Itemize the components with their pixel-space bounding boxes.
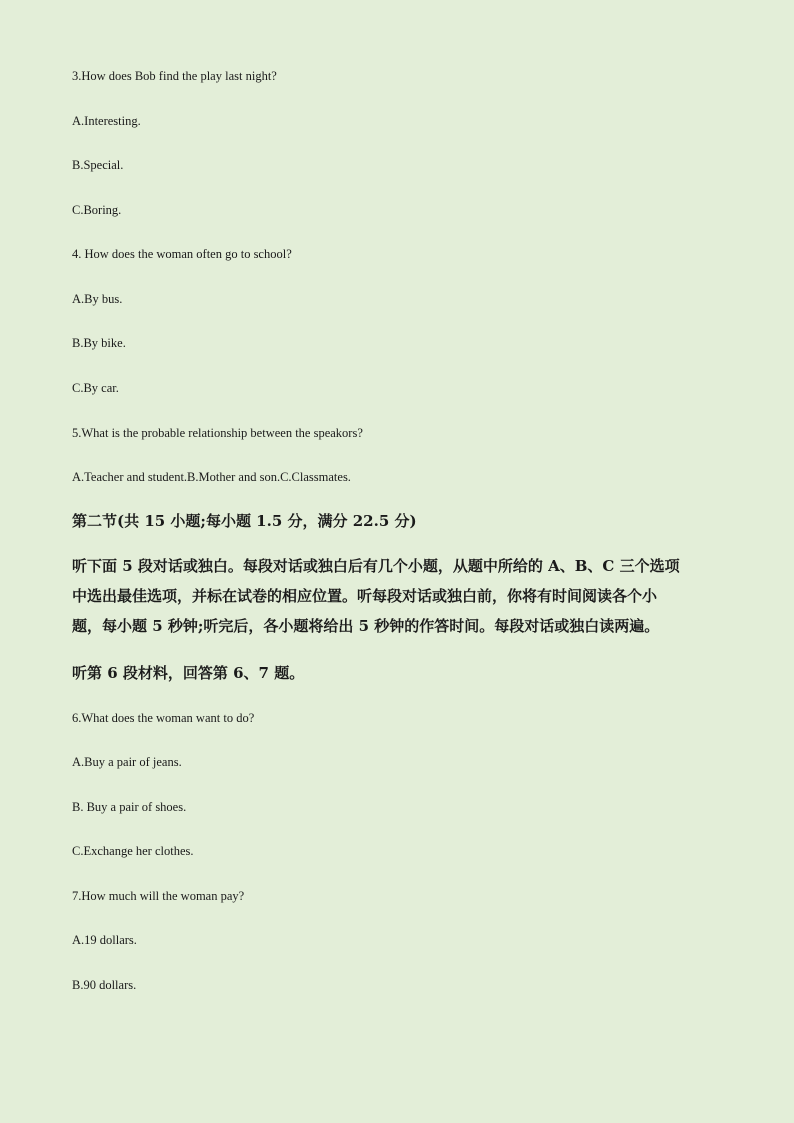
question-3-text: 3.How does Bob find the play last night? bbox=[72, 69, 277, 83]
question-4-option-a: A.By bus. bbox=[72, 292, 123, 306]
instruction-line: 听下面 5 段对话或独白。每段对话或独白后有几个小题，从题中所给的 A、B、C 三个选项 bbox=[72, 557, 680, 575]
question-3-option-a: A.Interesting. bbox=[72, 114, 141, 128]
question-5-text: 5.What is the probable relationship between the speakors? bbox=[72, 426, 363, 440]
question-7-option-a: A.19 dollars. bbox=[72, 933, 137, 947]
material-heading: 听第 6 段材料，回答第 6、7 题。 bbox=[72, 664, 305, 682]
section-2-instructions bbox=[72, 556, 680, 646]
instruction-line: 题，每小题 5 秒钟;听完后，各小题将给出 5 秒钟的作答时间。每段对话或独白读两遍。 bbox=[72, 617, 660, 635]
instruction-line: 中选出最佳选项，并标在试卷的相应位置。听每段对话或独白前，你将有时间阅读各个小 bbox=[72, 587, 658, 605]
question-4-text: 4. How does the woman often go to school? bbox=[72, 247, 292, 261]
question-6-option-a: A.Buy a pair of jeans. bbox=[72, 755, 182, 769]
question-6-option-c: C.Exchange her clothes. bbox=[72, 844, 194, 858]
question-7-option-b: B.90 dollars. bbox=[72, 978, 137, 992]
question-4-option-b: B.By bike. bbox=[72, 336, 126, 350]
question-7-text: 7.How much will the woman pay? bbox=[72, 889, 245, 903]
question-3-option-b: B.Special. bbox=[72, 158, 124, 172]
question-5-options: A.Teacher and student.B.Mother and son.C.Classmates. bbox=[72, 470, 351, 484]
question-6-text: 6.What does the woman want to do? bbox=[72, 711, 255, 725]
section-2-title: 第二节(共 15 小题;每小题 1.5 分，满分 22.5 分) bbox=[72, 512, 417, 530]
question-6-option-b: B. Buy a pair of shoes. bbox=[72, 800, 187, 814]
question-4-option-c: C.By car. bbox=[72, 381, 119, 395]
question-3-option-c: C.Boring. bbox=[72, 203, 122, 217]
